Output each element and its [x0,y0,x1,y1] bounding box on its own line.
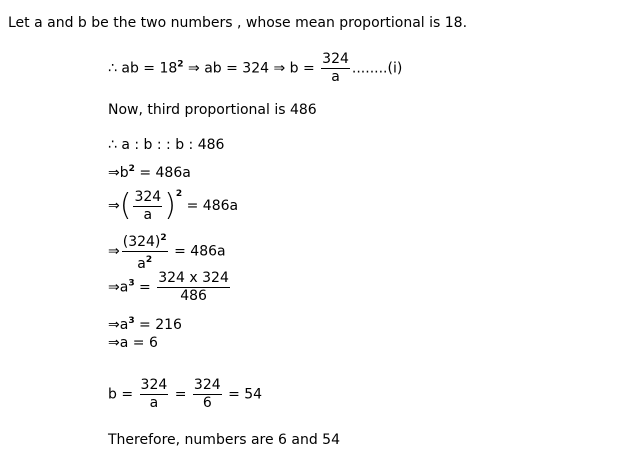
intro-text: Let a and b be the two numbers , whose mean proportional is 18. [8,15,468,31]
fraction: $\frac{324}{6}$ [193,377,221,411]
implies-arrow-icon: ⇒ [108,335,120,351]
equation-step-5: ⇒ $\frac{(324)^2}{a^2}$ = 486a [108,230,226,273]
equation-step-4: ⇒( $\frac{324}{a}$ )$^2$ = 486a [108,188,239,223]
fraction: $\frac{324 x 324}{486}$ [158,270,229,304]
fraction: $\frac{(324)^2}{a^2}$ [122,230,168,273]
implies-arrow-icon: ⇒ [108,198,120,214]
conclusion-text: Therefore, numbers are 6 and 54 [108,432,340,448]
implies-arrow-icon: ⇒ [108,317,120,333]
equation-step-3: $\Rightarrow b^2 = 486a$ [108,164,191,181]
equation-step-8: ⇒a = 6 [108,335,158,351]
implies-arrow-icon: ⇒ [108,243,120,260]
fraction: $\frac{324}{a}$ [140,377,168,411]
implies-arrow-icon: ⇒ [108,165,120,181]
third-proportional-text: Now, third proportional is 486 [108,102,317,118]
equation-step-6: $\Rightarrow a^3$ = $\frac{324 x 324}{486}$ [108,270,229,304]
fraction: $\frac{324}{a}$ [134,188,162,223]
equation-step-1: ∴ ab = $18^2$ ⇒ ab = 324 ⇒ b = $\frac{324}{a}$ ........(i) [108,51,403,85]
equation-step-7: $\Rightarrow a^3 = 216$ [108,316,182,333]
equation-step-2: ∴ a : b : : b : 486 [108,137,225,153]
therefore-symbol: ∴ [108,60,117,77]
equation-step-9: b = $\frac{324}{a}$ = $\frac{324}{6}$ = 54 [108,377,263,411]
implies-arrow-icon: ⇒ [108,279,120,296]
fraction: $\frac{324}{a}$ [322,51,349,85]
